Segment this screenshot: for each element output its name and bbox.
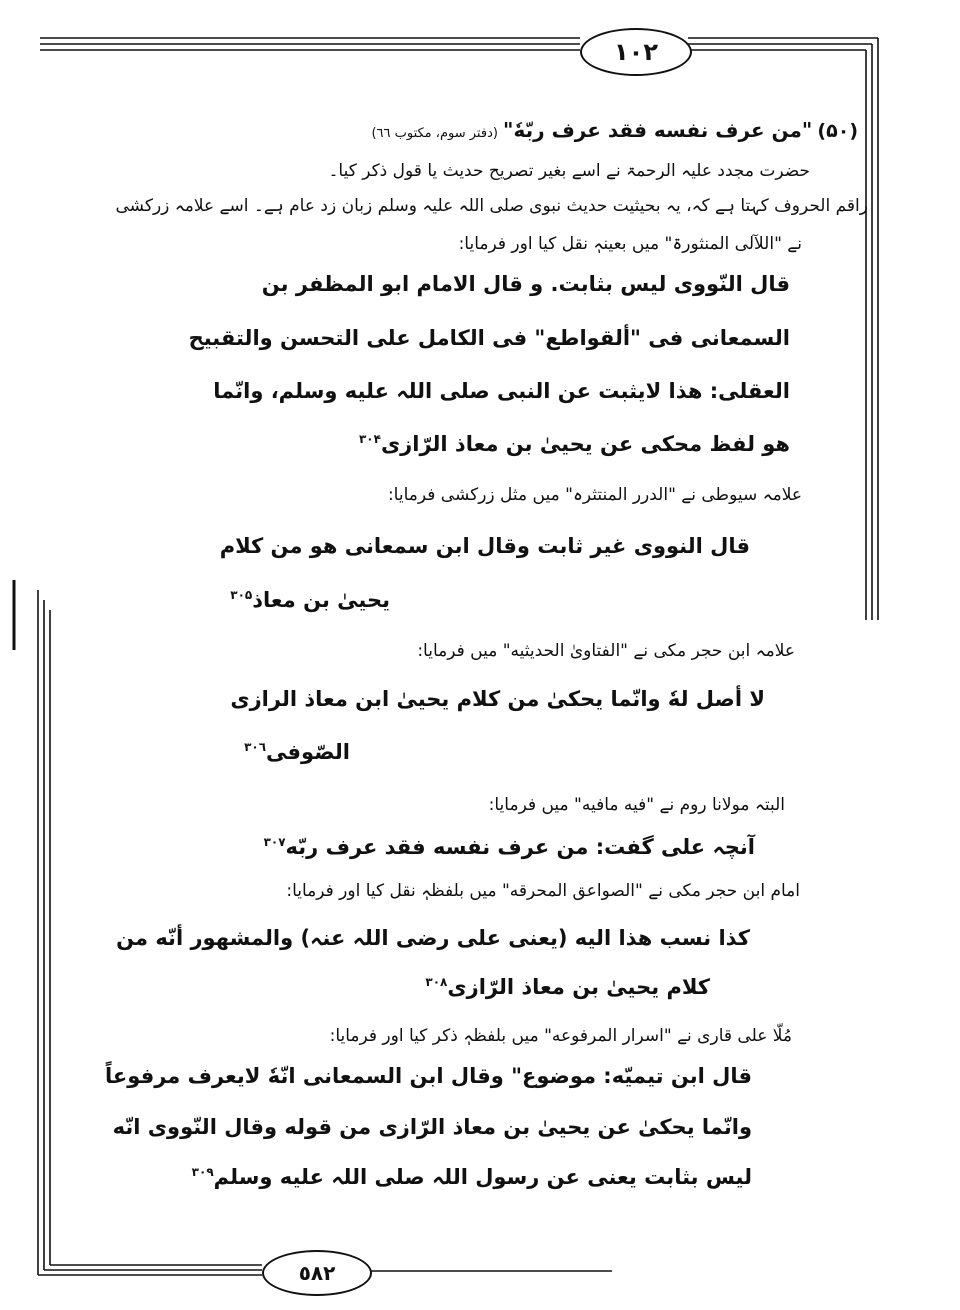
line-text: لیس بثابت یعنی عن رسول اللہ صلی اللہ علیه وسلم [213, 1165, 752, 1189]
quote-line [230, 588, 390, 612]
footnote-marker: ٣٠٧ [263, 835, 286, 849]
line-text: یحییٰ بن معاذ [252, 588, 390, 612]
text-line [459, 233, 802, 254]
line-text: آنچہ علی گفت: من عرف نفسه فقد عرف ربّه [285, 835, 755, 859]
quote-line [113, 1115, 752, 1139]
line-text: هو لفظ محکی عن یحییٰ بن معاذ الرّازی [380, 432, 790, 456]
line-text: السمعانی فی "ألقواطع" فی الکامل علی التحسن والتقبیح [188, 326, 790, 350]
footnote-marker: ٣٠۵ [230, 588, 253, 602]
footnote-marker: ٣٠٩ [191, 1165, 214, 1179]
quote-line [105, 1064, 752, 1088]
text-line [328, 160, 810, 181]
line-text: مُلّا علی قاری نے "اسرار المرفوعه" میں بلفظہٖ ذکر کیا اور فرمایا: [329, 1026, 792, 1046]
line-text: قال ابن تیمیّه: موضوع" وقال ابن السمعانی انّهٗ لایعرف مرفوعاً [105, 1064, 752, 1088]
line-text: البتہ مولانا روم نے "فیه مافیه" میں فرمایا: [488, 795, 785, 815]
line-text: حضرت مجدد علیہ الرحمۃ نے اسے بغیر تصریح حدیث یا قول ذکر کیا۔ [328, 161, 810, 181]
line-text: راقم الحروف کہتا ہے کہ، یہ بحیثیت حدیث نبوی صلی اللہ علیہ وسلم زبان زد عام ہے۔ اسے علامہ زرکشی [115, 196, 868, 216]
text-line [116, 195, 868, 216]
line-text: لا أصل لهٗ وانّما یحکیٰ من کلام یحییٰ ابن معاذ الرازی [230, 687, 765, 711]
text-line [286, 880, 800, 901]
text-line [388, 484, 802, 505]
line-text: الصّوفی [266, 740, 350, 764]
quote-line [264, 835, 755, 859]
footnote-marker: ٣٠٨ [425, 975, 448, 989]
quote-line [359, 432, 790, 456]
line-text: قال النّووی لیس بثابت. و قال الامام ابو المظفر بن [261, 272, 790, 296]
quote-line [262, 272, 790, 296]
quote-line [116, 926, 750, 950]
quote-line [244, 740, 350, 764]
text-line [330, 1025, 792, 1046]
quote-line [213, 379, 790, 403]
line-text: امام ابن حجر مکی نے "الصواعق المحرقه" میں بلفظہٖ نقل کیا اور فرمایا: [286, 881, 800, 901]
quote-line [192, 1165, 752, 1189]
line-text: علامہ سیوطی نے "الدرر المنتثرہ" میں مثل زرکشی فرمایا: [387, 485, 802, 505]
line-text: علامہ ابن حجر مکی نے "الفتاویٰ الحدیثیه" میں فرمایا: [417, 641, 795, 661]
line-text: العقلی: هذا لایثبت عن النبی صلی اللہ علیه وسلم، وانّما [213, 379, 790, 403]
quote-line [425, 975, 710, 999]
page-number-top: ١٠٢ [580, 28, 692, 76]
text-line [489, 794, 785, 815]
text-line [417, 640, 795, 661]
line-text: نے "اللآلی المنثورۃ" میں بعینہٖ نقل کیا اور فرمایا: [458, 234, 802, 254]
line-text: کلام یحییٰ بن معاذ الرّازی [447, 975, 710, 999]
entry-reference: (دفتر سوم، مکتوب ٦٦) [371, 126, 498, 141]
line-text: وانّما یحکیٰ عن یحییٰ بن معاذ الرّازی من قوله وقال النّووی انّه [112, 1115, 752, 1139]
quote-line [230, 687, 765, 711]
quote-line [189, 326, 790, 350]
entry-number: (۵٠) [817, 120, 858, 142]
entry-heading [371, 118, 858, 142]
page-number-bottom: ٥٨٢ [262, 1250, 372, 1296]
line-text: کذا نسب هذا الیه (یعنی علی رضی اللہ عنہ) والمشهور أنّه من [116, 926, 750, 950]
footnote-marker: ٣٠۴ [358, 432, 381, 446]
quote-line [220, 534, 750, 558]
entry-title: "من عرف نفسه فقد عرف ربّهٗ" [503, 118, 813, 142]
footnote-marker: ٣٠٦ [244, 740, 267, 754]
line-text: قال النووی غیر ثابت وقال ابن سمعانی هو من کلام [219, 534, 750, 558]
